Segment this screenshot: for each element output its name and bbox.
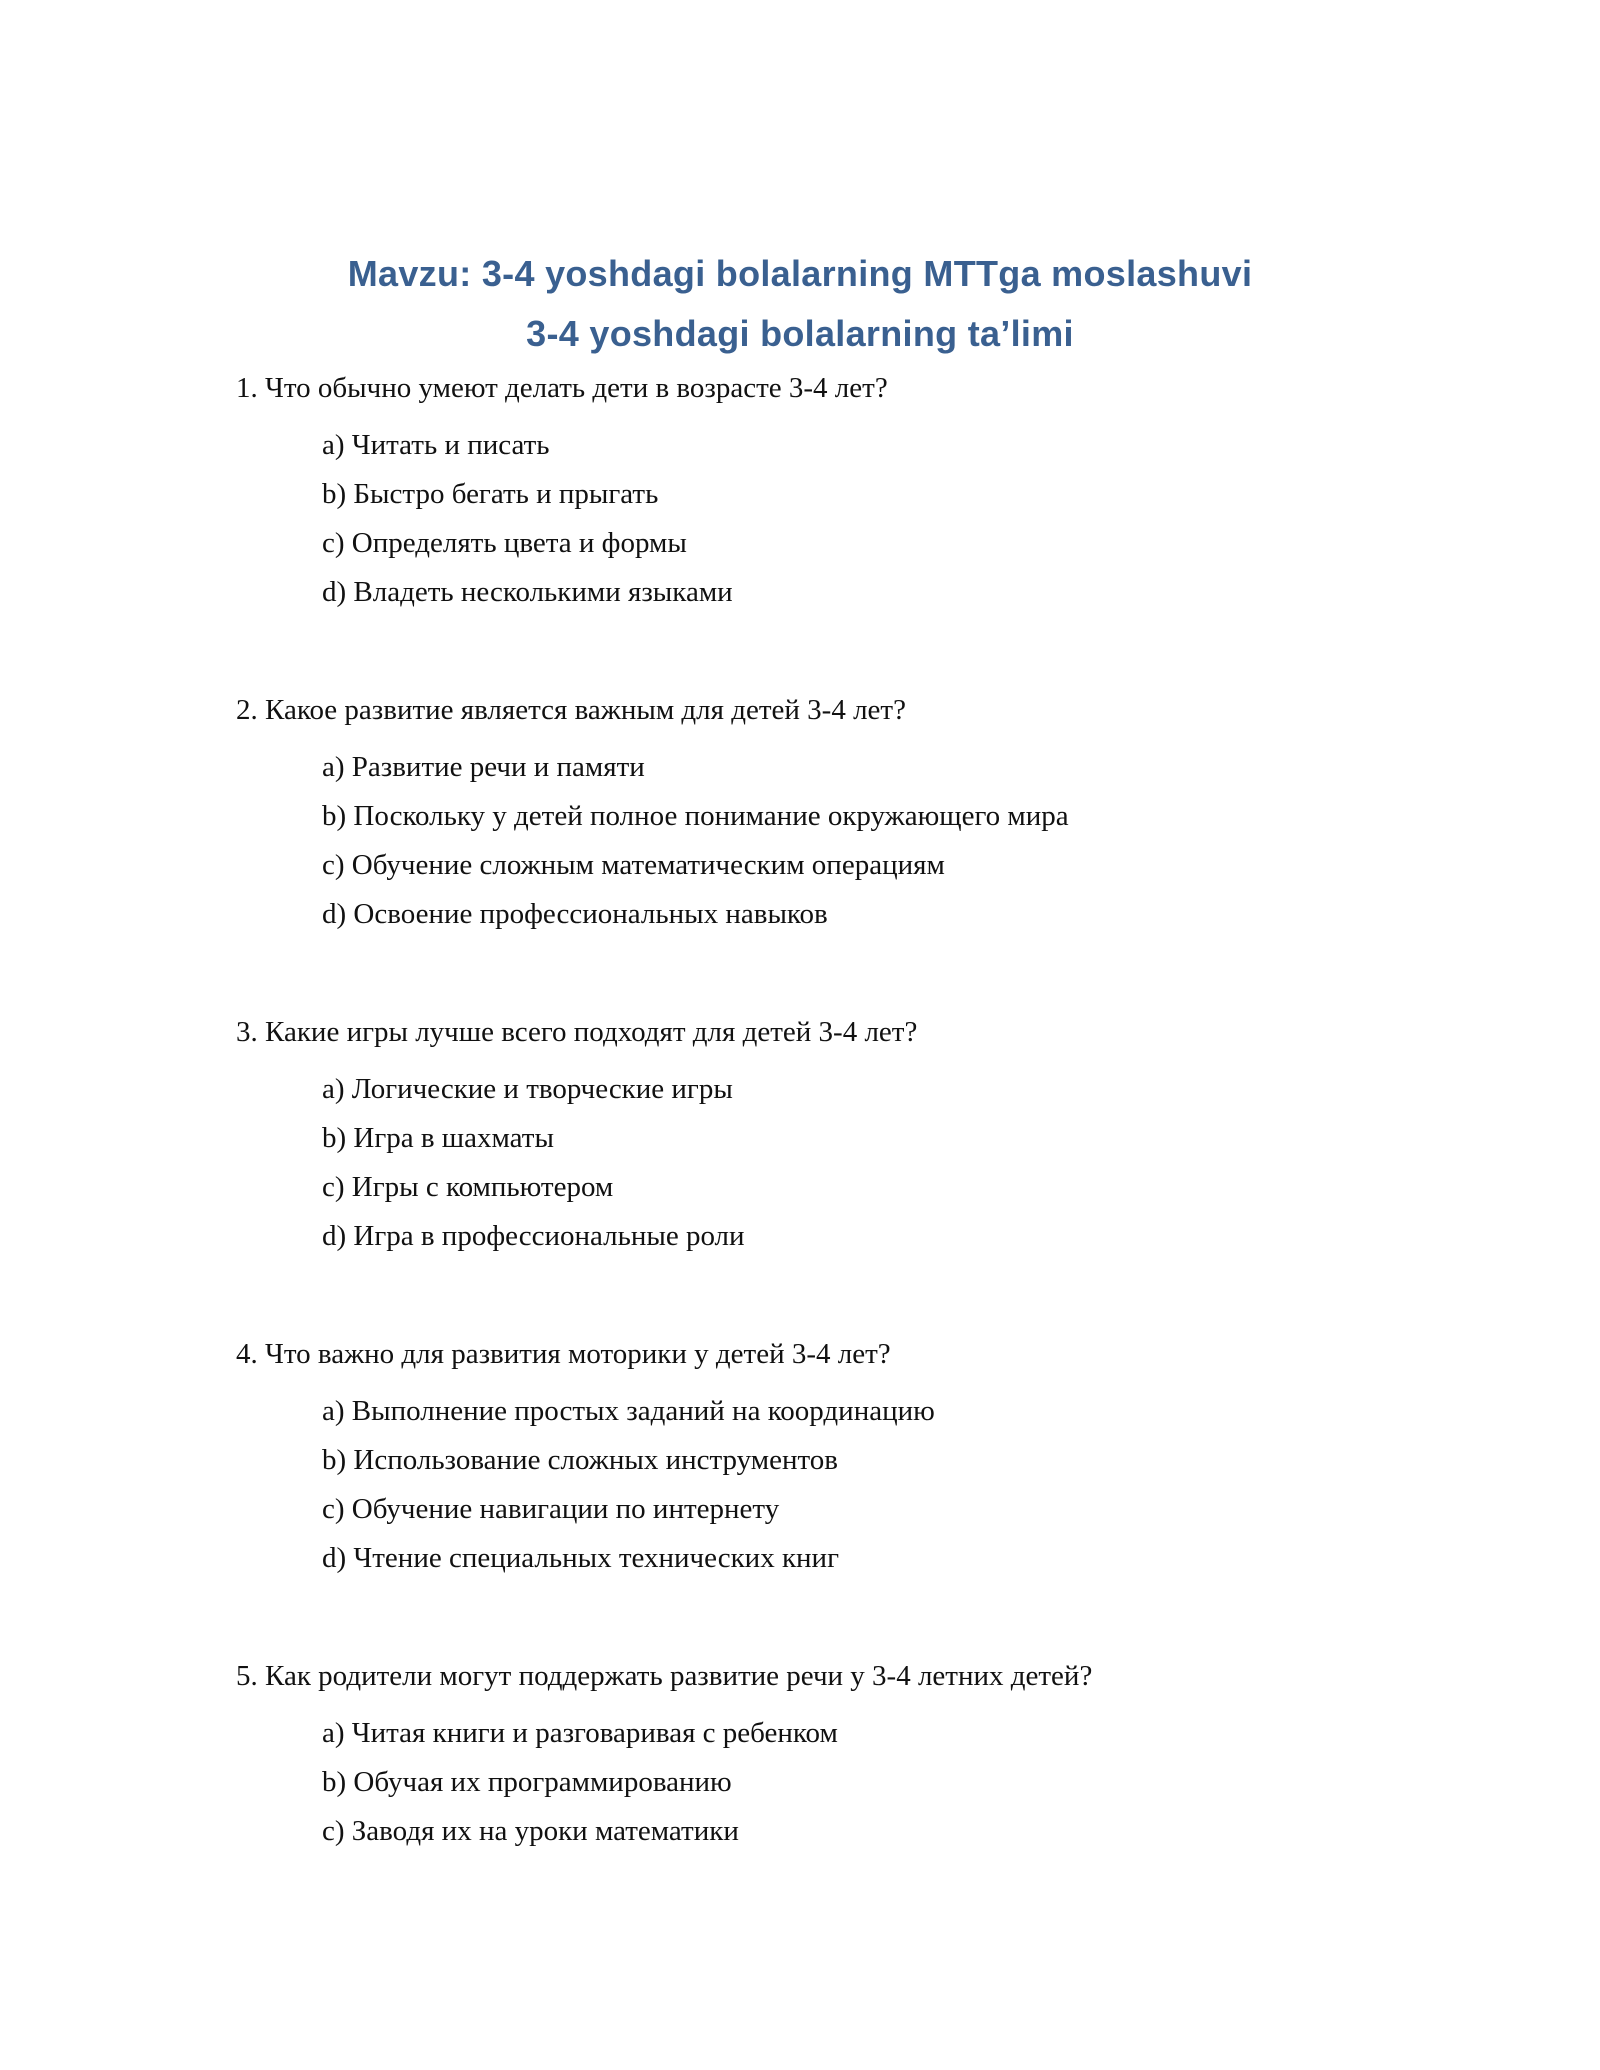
document-title: Mavzu: 3-4 yoshdagi bolalarning MTTga moslashuvi xyxy=(347,253,1253,294)
question-2-option-b: b) Поскольку у детей полное понимание окружающего мира xyxy=(322,800,1069,832)
question-4-option-b: b) Использование сложных инструментов xyxy=(322,1444,838,1476)
question-1-option-c: c) Определять цвета и формы xyxy=(322,527,687,559)
question-2-option-d: d) Освоение профессиональных навыков xyxy=(322,898,828,930)
question-1-option-d: d) Владеть несколькими языками xyxy=(322,576,733,608)
question-2-option-c: c) Обучение сложным математическим операциям xyxy=(322,849,945,881)
question-4-option-d: d) Чтение специальных технических книг xyxy=(322,1542,839,1574)
question-3-option-b: b) Игра в шахматы xyxy=(322,1122,554,1154)
question-3-option-c: c) Игры с компьютером xyxy=(322,1171,614,1203)
question-5-option-b: b) Обучая их программированию xyxy=(322,1766,732,1798)
question-1: 1. Что обычно умеют делать дети в возрасте 3-4 лет? xyxy=(236,372,888,404)
question-4: 4. Что важно для развития моторики у детей 3-4 лет? xyxy=(236,1338,891,1370)
question-4-option-a: a) Выполнение простых заданий на координацию xyxy=(322,1395,935,1427)
document-subtitle: 3-4 yoshdagi bolalarning ta’limi xyxy=(526,313,1074,354)
question-1-option-a: a) Читать и писать xyxy=(322,429,550,461)
question-5: 5. Как родители могут поддержать развитие речи у 3-4 летних детей? xyxy=(236,1660,1093,1692)
question-5-option-c: c) Заводя их на уроки математики xyxy=(322,1815,739,1847)
question-5-option-a: a) Читая книги и разговаривая с ребенком xyxy=(322,1717,838,1749)
question-2: 2. Какое развитие является важным для детей 3-4 лет? xyxy=(236,694,906,726)
question-1-option-b: b) Быстро бегать и прыгать xyxy=(322,478,659,510)
question-3-option-a: a) Логические и творческие игры xyxy=(322,1073,733,1105)
question-3: 3. Какие игры лучше всего подходят для детей 3-4 лет? xyxy=(236,1016,918,1048)
question-4-option-c: c) Обучение навигации по интернету xyxy=(322,1493,780,1525)
question-2-option-a: a) Развитие речи и памяти xyxy=(322,751,645,783)
question-3-option-d: d) Игра в профессиональные роли xyxy=(322,1220,745,1252)
